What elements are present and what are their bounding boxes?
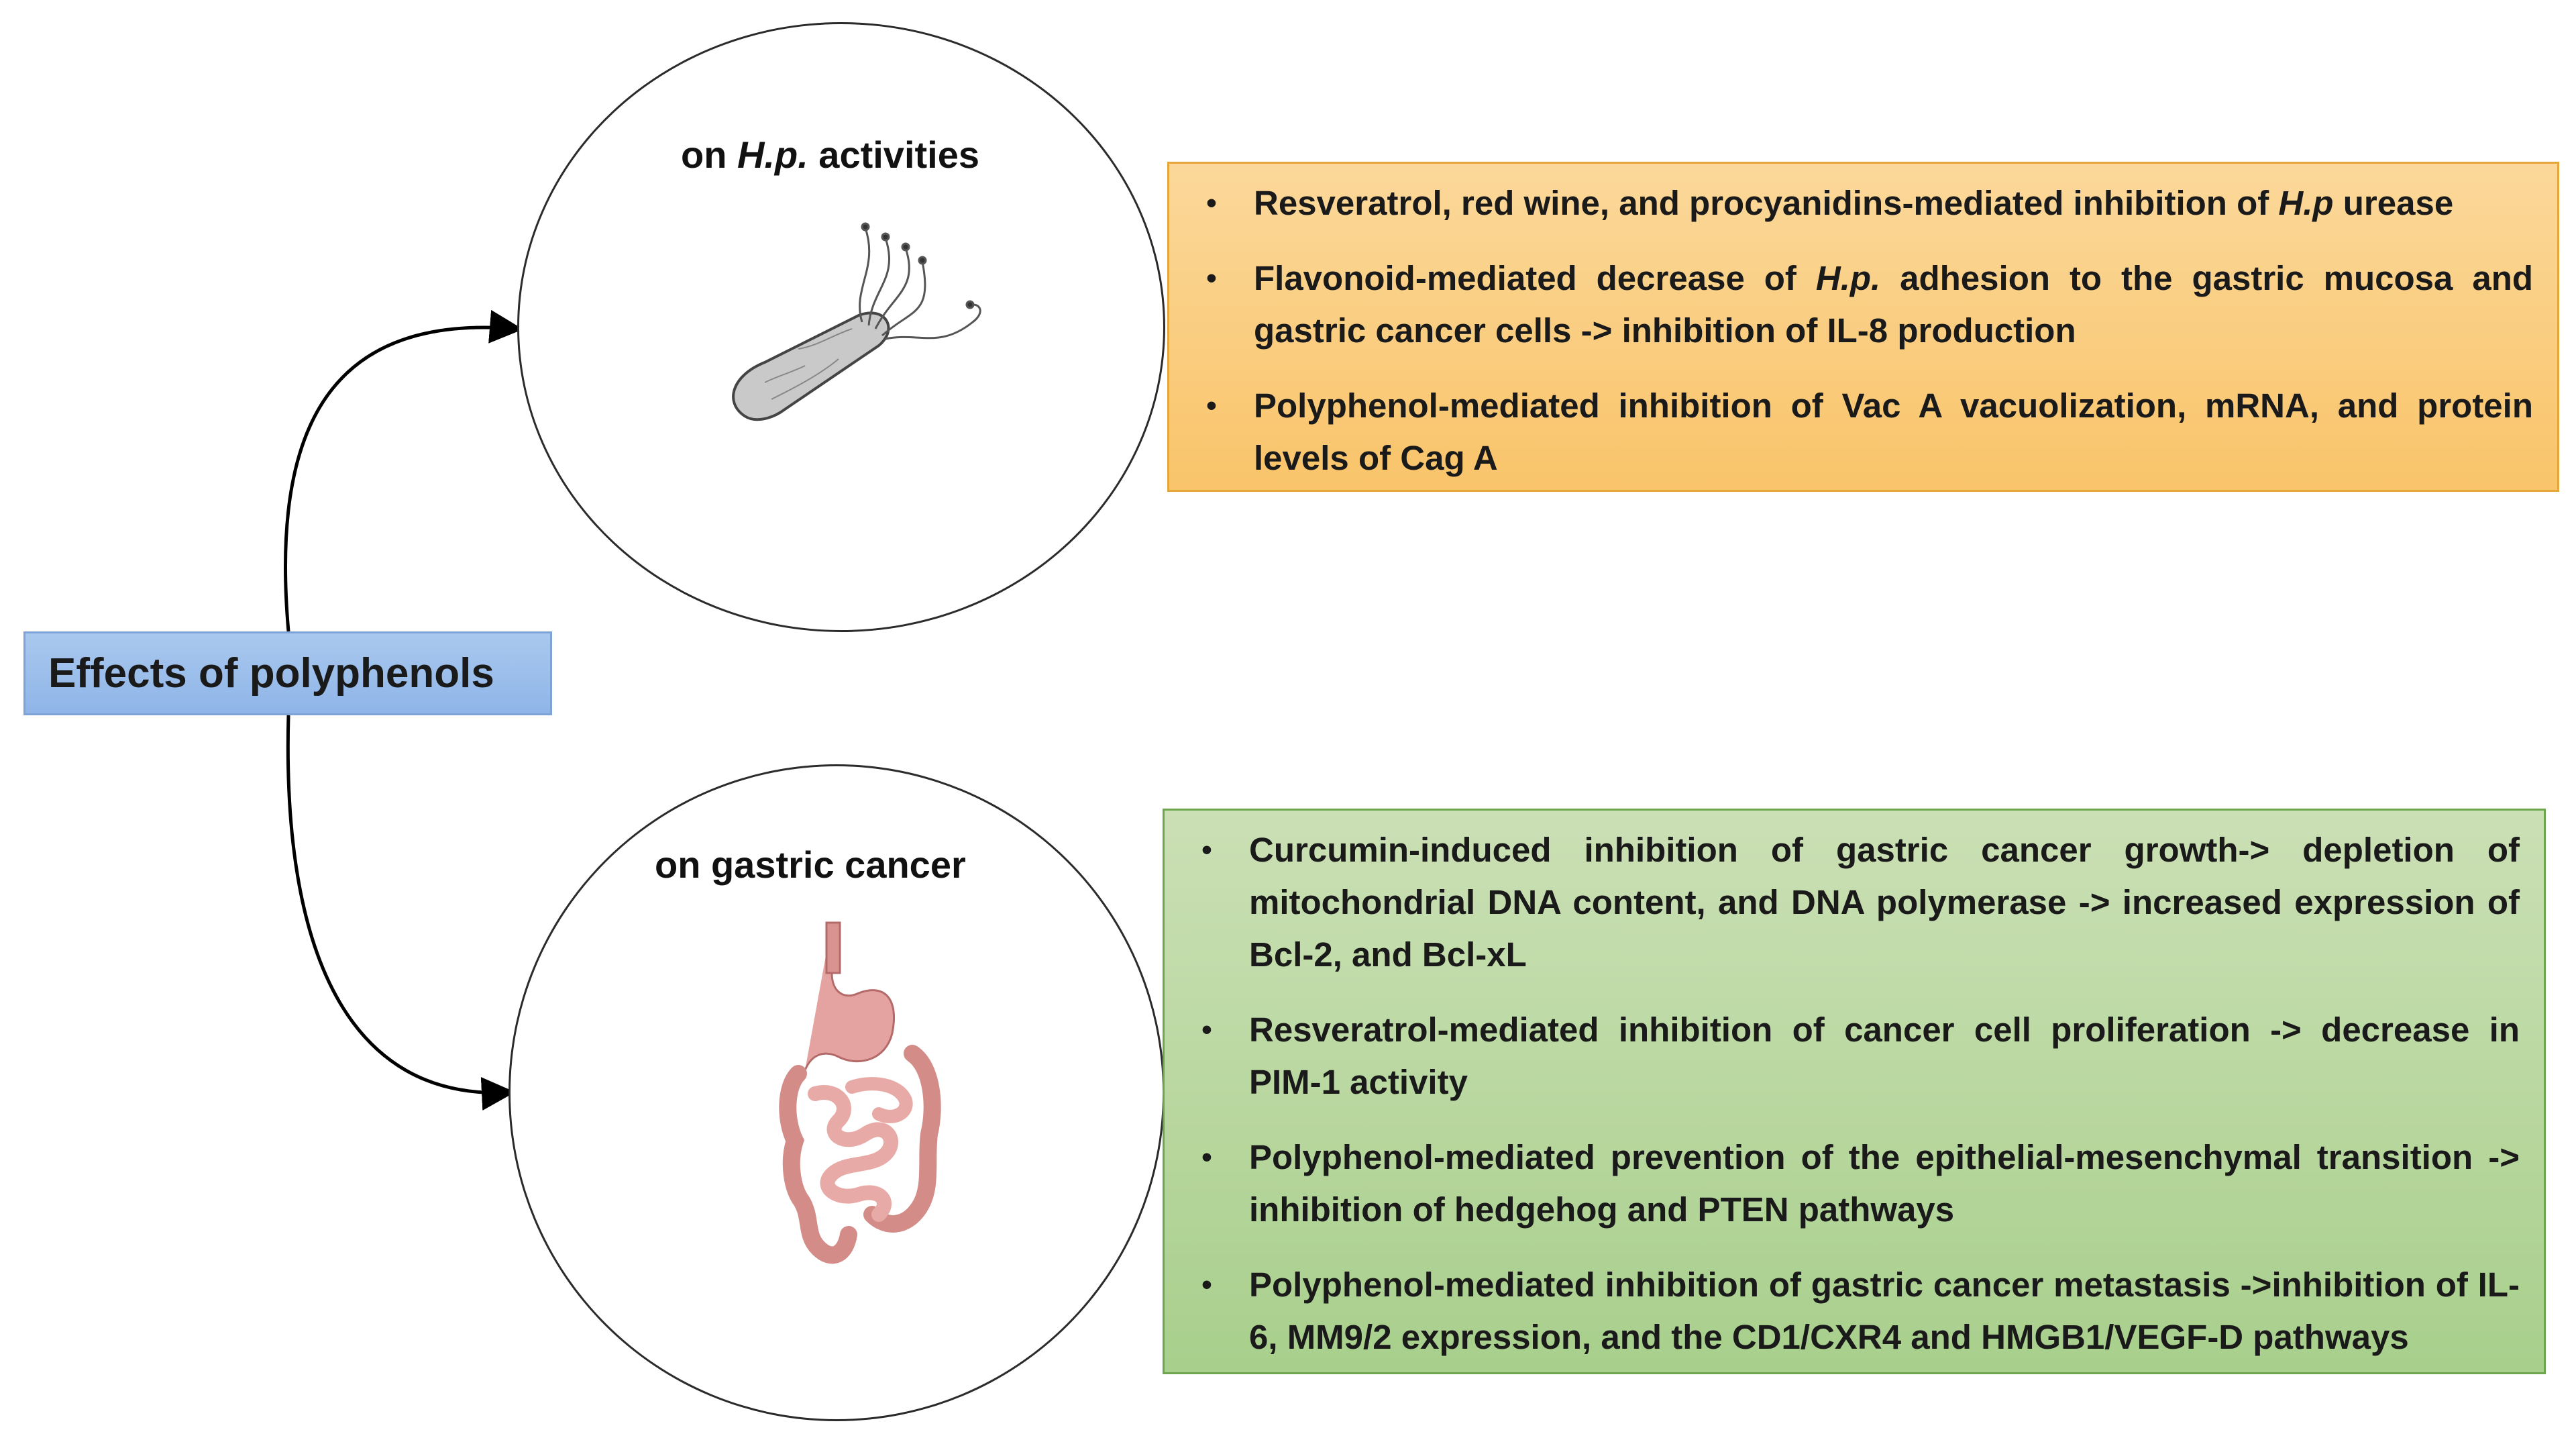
gastric-cancer-title: on gastric cancer (655, 843, 966, 886)
gastric-cancer-effects-box (1163, 809, 2546, 1374)
bullet-icon: • (1206, 389, 1217, 422)
root-label: Effects of polyphenols (48, 650, 494, 697)
list-item: • Curcumin-induced inhibition of gastric cancer growth-> depletion of mitochondrial DNA content, and DNA polymerase -> increased expression of Bcl-2, and Bcl-xL (1165, 824, 2520, 981)
bullet-icon: • (1206, 262, 1217, 295)
hp-effects-box (1167, 162, 2559, 492)
list-item: • Polyphenol-mediated inhibition of gastric cancer metastasis ->inhibition of IL-6, MM9/2 expression, and the CD1/CXR4 and HMGB1/VEGF-D pathways (1165, 1259, 2520, 1364)
hp-activities-title: on H.p. activities (681, 134, 980, 176)
bullet-icon: • (1206, 187, 1217, 219)
list-item: • Resveratrol-mediated inhibition of cancer cell proliferation -> decrease in PIM-1 activity (1165, 1004, 2520, 1109)
bullet-icon: • (1201, 833, 1212, 866)
root-node (23, 631, 552, 715)
digestive-system-icon (765, 919, 959, 1268)
bullet-icon: • (1201, 1268, 1212, 1301)
bacterium-icon (718, 215, 1000, 443)
list-item: • Resveratrol, red wine, and procyanidins-mediated inhibition of H.p urease (1169, 177, 2533, 229)
bullet-icon: • (1201, 1013, 1212, 1046)
list-item: • Flavonoid-mediated decrease of H.p. adhesion to the gastric mucosa and gastric cancer cells -> inhibition of IL-8 production (1169, 252, 2533, 357)
arrow-to-hp (285, 327, 517, 631)
arrow-to-gc (288, 715, 508, 1092)
bullet-icon: • (1201, 1141, 1212, 1174)
list-item: • Polyphenol-mediated inhibition of Vac A vacuolization, mRNA, and protein levels of Cag A (1169, 380, 2533, 484)
list-item: • Polyphenol-mediated prevention of the epithelial-mesenchymal transition -> inhibition of hedgehog and PTEN pathways (1165, 1131, 2520, 1236)
